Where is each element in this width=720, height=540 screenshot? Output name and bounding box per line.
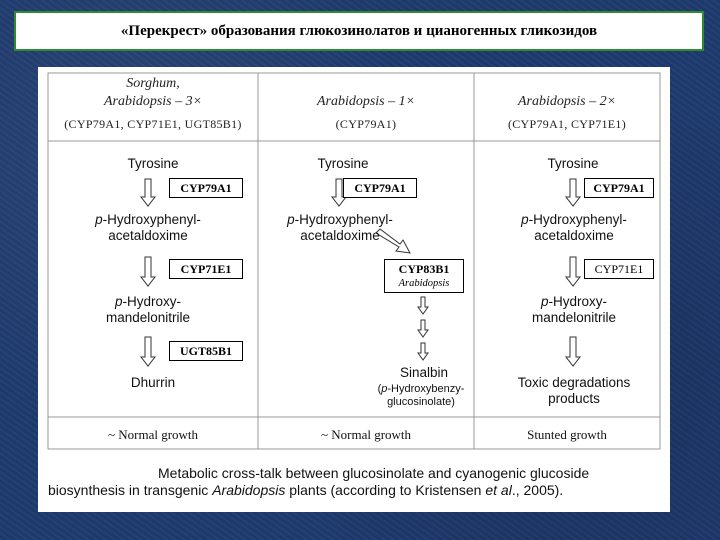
caption-line2-etal: et al bbox=[485, 482, 512, 498]
col2-compound-sinalbin: Sinalbin bbox=[399, 365, 449, 380]
arrow-col2-2 bbox=[418, 297, 428, 314]
col3-compound-hydroxy: p-Hydroxy- bbox=[540, 294, 608, 309]
slide-title-box bbox=[14, 11, 704, 51]
col2-compound-tyrosine: Tyrosine bbox=[317, 156, 369, 171]
figure-caption bbox=[48, 465, 660, 499]
arrow-col3-1 bbox=[566, 179, 580, 206]
col2-enzyme-cyp79a1: CYP79A1 bbox=[343, 178, 417, 198]
caption-line2-species: Arabidopsis bbox=[212, 482, 286, 498]
col2-compound-hydroxyphenyl: p-Hydroxyphenyl- bbox=[287, 212, 393, 227]
col3-compound-hydroxyphenyl: p-Hydroxyphenyl- bbox=[521, 212, 627, 227]
arrow-col2-3 bbox=[418, 320, 428, 337]
col1-compound-mandelonitrile: mandelonitrile bbox=[105, 310, 191, 325]
col2-compound-acetaldoxime: acetaldoxime bbox=[300, 228, 380, 243]
caption-line2-text-e: ., 2005). bbox=[511, 482, 564, 498]
col1-compound-dhurrin: Dhurrin bbox=[130, 375, 176, 390]
arrow-col1-3 bbox=[141, 337, 155, 366]
col1-compound-hydroxy: p-Hydroxy- bbox=[114, 294, 182, 309]
col1-compound-acetaldoxime: acetaldoxime bbox=[108, 228, 188, 243]
col3-header-sub: (CYP79A1, CYP71E1) bbox=[507, 117, 627, 131]
col3-compound-mandelonitrile: mandelonitrile bbox=[531, 310, 617, 325]
col3-compound-products: products bbox=[548, 391, 600, 406]
col3-enzyme-cyp71e1: CYP71E1 bbox=[584, 259, 654, 279]
col3-header-line1: Arabidopsis – 2× bbox=[517, 94, 617, 109]
arrow-col3-2 bbox=[566, 257, 580, 286]
col3-enzyme-cyp79a1: CYP79A1 bbox=[584, 178, 654, 198]
col1-enzyme-cyp71e1: CYP71E1 bbox=[169, 259, 243, 279]
col2-enzyme-cyp83b1-box bbox=[384, 259, 464, 293]
col1-enzyme-cyp79a1: CYP79A1 bbox=[169, 178, 243, 198]
caption-line2 bbox=[48, 482, 660, 499]
col3-outcome: Stunted growth bbox=[527, 427, 607, 442]
col3-compound-acetaldoxime: acetaldoxime bbox=[534, 228, 614, 243]
col2-header-sub: (CYP79A1) bbox=[335, 117, 397, 131]
col1-outcome: ~ Normal growth bbox=[107, 427, 199, 442]
col2-compound-note-line1: (p-Hydroxybenzy- bbox=[377, 383, 465, 395]
col2-compound-note-line2: glucosinolate) bbox=[387, 396, 455, 408]
col2-enzyme-species: Arabidopsis bbox=[398, 278, 450, 289]
col3-compound-toxic: Toxic degradations bbox=[517, 375, 631, 390]
arrow-col3-3 bbox=[566, 337, 580, 366]
pathway-figure bbox=[38, 67, 670, 512]
col1-header-line2: Arabidopsis – 3× bbox=[103, 94, 203, 109]
arrow-col2-4 bbox=[418, 343, 428, 360]
caption-line2-text-a: biosynthesis in transgenic bbox=[48, 482, 213, 498]
col1-compound-tyrosine: Tyrosine bbox=[127, 156, 179, 171]
col1-header-sub: (CYP79A1, CYP71E1, UGT85B1) bbox=[64, 117, 242, 131]
col1-header-line1: Sorghum, bbox=[126, 76, 180, 91]
col3-compound-tyrosine: Tyrosine bbox=[547, 156, 599, 171]
slide-title: «Перекрест» образования глюкозинолатов и цианогенных гликозидов bbox=[120, 22, 598, 39]
figure-grid bbox=[38, 67, 670, 512]
col2-enzyme-cyp83b1: CYP83B1 bbox=[398, 262, 450, 276]
caption-line2-text-c: plants (according to Kristensen bbox=[285, 482, 486, 498]
col1-compound-hydroxyphenyl: p-Hydroxyphenyl- bbox=[95, 212, 201, 227]
col2-header-line1: Arabidopsis – 1× bbox=[316, 94, 416, 109]
col1-enzyme-ugt85b1: UGT85B1 bbox=[169, 341, 243, 361]
col2-outcome: ~ Normal growth bbox=[320, 427, 412, 442]
caption-line1: Metabolic cross-talk between glucosinolate and cyanogenic glucoside bbox=[158, 465, 590, 481]
arrow-col1-1 bbox=[141, 179, 155, 206]
arrow-col1-2 bbox=[141, 257, 155, 286]
